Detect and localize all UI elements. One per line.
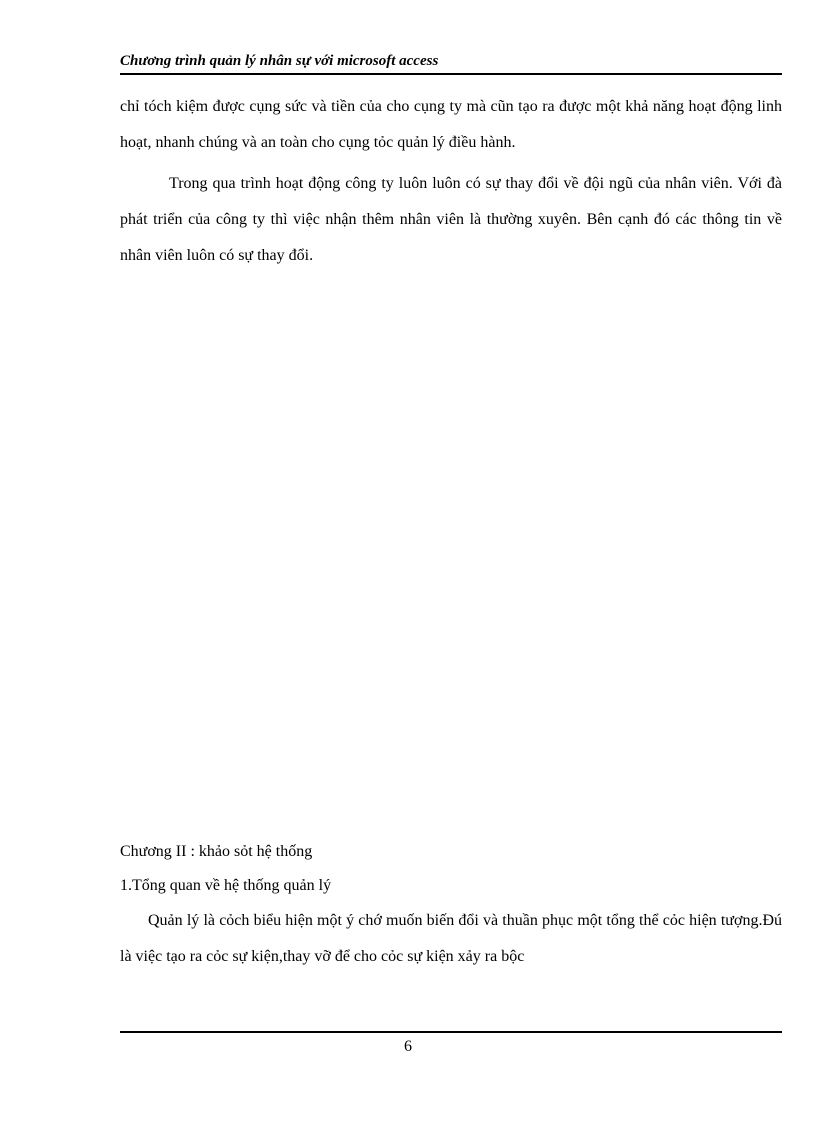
document-header-title: Chương trình quản lý nhân sự với microsoft access bbox=[120, 53, 439, 69]
footer-divider bbox=[120, 1031, 782, 1033]
chapter-heading: Chương II : khảo sỏt hệ thống bbox=[120, 843, 313, 860]
body-paragraph: chỉ tóch kiệm được cụng sức và tiền của cho cụng ty mà cũn tạo ra được một khả năng hoạt động linh hoạt, nhanh chúng và an toàn cho cụng tỏc quản lý điều hành. bbox=[120, 98, 782, 151]
body-paragraph: Quản lý là cỏch biểu hiện một ý chớ muốn biến đổi và thuần phục một tổng thể cỏc hiện tượng.Đú là việc tạo ra cỏc sự kiện,thay vỡ để cho cỏc sự kiện xảy ra bộc bbox=[120, 912, 782, 965]
page-number: 6 bbox=[404, 1038, 412, 1055]
section-heading: 1.Tổng quan về hệ thống quản lý bbox=[120, 877, 332, 894]
body-paragraph: Trong qua trình hoạt động công ty luôn luôn có sự thay đổi về đội ngũ của nhân viên. Với đà phát triển của công ty thì việc nhận thêm nhân viên là thường xuyên. Bên cạnh đó các thông tin về nhân viên luôn có sự thay đổi. bbox=[120, 175, 782, 264]
header-divider bbox=[120, 73, 782, 75]
